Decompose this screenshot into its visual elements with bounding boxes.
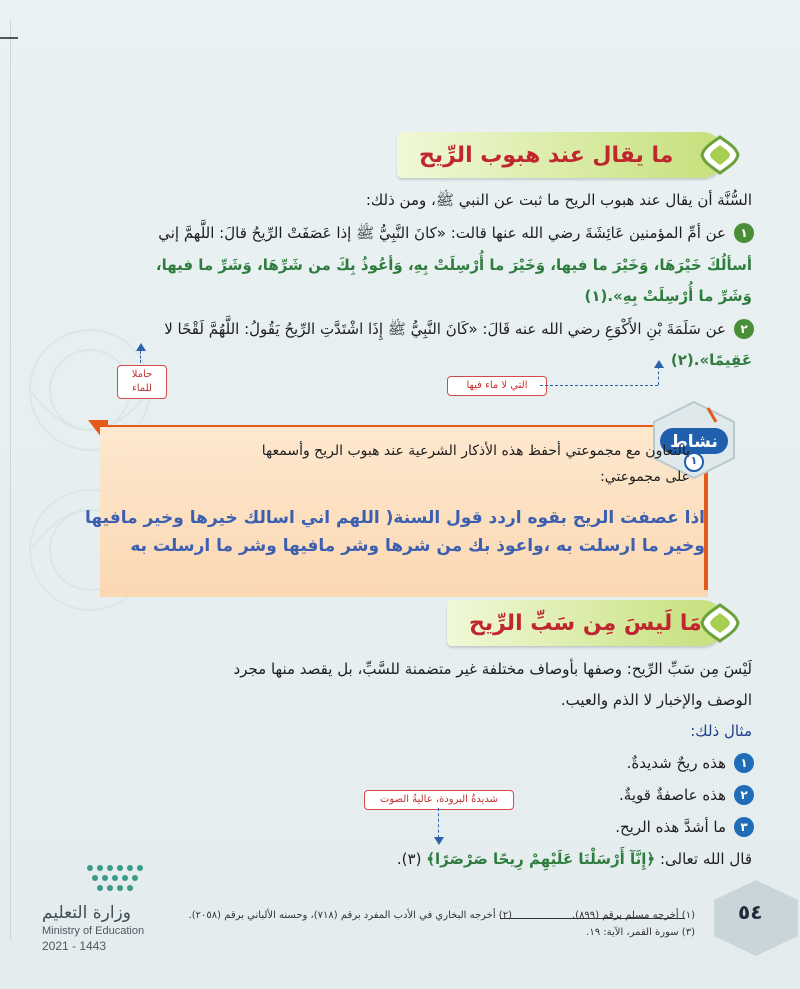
hadith-line xyxy=(158,220,726,246)
example-text: هذه ريحٌ شديدةٌ. xyxy=(626,754,726,772)
hadith-line: أسألُكَ خَيْرَهَا، وَخَيْرَ ما فيها، وَخَيْرَ ما أُرْسِلَتْ بِهِ، وَأعُوذُ بِكَ من شَرِّهَا، وَشَرِّ ما فيها، xyxy=(155,256,752,274)
ornament-icon xyxy=(698,133,742,177)
corner-mark xyxy=(0,37,18,39)
ornament-icon xyxy=(698,601,742,645)
activity-badge-number: ١ xyxy=(690,454,698,467)
arrow-down-icon xyxy=(434,837,444,845)
ministry-name-english: Ministry of Education xyxy=(42,925,145,937)
ministry-name-arabic: وزارة التعليم xyxy=(42,903,131,923)
hadith-line: وَشَرِّ ما أُرْسِلَتْ بِهِ».(١) xyxy=(584,287,752,305)
example-text: ما أشدَّ هذه الريح. xyxy=(615,818,726,836)
section-title: ما يقال عند هبوب الرِّيح xyxy=(419,142,674,168)
section-title-banner xyxy=(447,600,725,646)
definition-line: الوصف والإخبار لا الذم والعيب. xyxy=(560,691,752,709)
academic-year: 2021 - 1443 xyxy=(42,939,107,953)
dashed-connector xyxy=(658,366,659,385)
arrow-up-icon xyxy=(654,360,664,368)
footnote: (١) أخرجه مسلم برقم (٨٩٩). xyxy=(571,910,695,921)
activity-badge-label: نشاط xyxy=(670,432,718,452)
handwritten-answer: اذا عصفت الريح بقوه اردد قول السنة( اللهم اني اسالك خيرها وخير مافيها xyxy=(85,508,705,528)
section-title-banner xyxy=(397,132,725,178)
examples-label: مثال ذلك: xyxy=(690,722,752,740)
ministry-logo-icon xyxy=(80,858,150,898)
gloss-note: التي لا ماء فيها xyxy=(447,376,547,396)
quran-reference: (٣). xyxy=(396,850,422,868)
section-intro: السُّنَّة أن يقال عند هبوب الريح ما ثبت عن النبي ﷺ، ومن ذلك: xyxy=(365,191,752,209)
footnote: (٣) سورة القمر، الآية: ١٩. xyxy=(586,927,695,938)
definition-line: لَيْسَ مِن سَبِّ الرِّيح: وصفها بأوصاف مختلفة غير متضمنة للسَّبِّ، بل يقصد منها مجرد xyxy=(233,660,752,678)
example-number: ٢ xyxy=(734,785,754,805)
item-number: ١ xyxy=(734,223,754,243)
arrow-up-icon xyxy=(136,343,146,351)
example-text: هذه عاصفةٌ قويةٌ. xyxy=(619,786,726,804)
gloss-note: شديدةُ البرودة، عاليةُ الصوت xyxy=(364,790,514,810)
hadith-line: عن سَلَمَةَ بْنِ الأَكْوَعِ رضي الله عنه قَالَ: «كَانَ النَّبِيُّ ﷺ إِذَا اشْتَدَّتِ الرِّيحُ يَقُولُ: اللَّهُمَّ لَقْحًا لا xyxy=(164,320,726,338)
activity-line: بالتعاون مع مجموعتي أحفظ هذه الأذكار الشرعية عند هبوب الريح وأسمعها xyxy=(261,443,690,459)
example-number: ٣ xyxy=(734,817,754,837)
item-number: ٢ xyxy=(734,319,754,339)
activity-instruction xyxy=(262,438,690,490)
quran-verse: ﴿إِنَّآ أَرْسَلْنَا عَلَيْهِمْ رِيحًا صَرْصَرًا﴾ xyxy=(426,850,656,868)
dashed-connector xyxy=(140,351,141,363)
quran-prefix: قال الله تعالى: xyxy=(659,850,752,868)
page-number: ٥٤ xyxy=(738,900,763,924)
section-title: مَا لَيسَ مِن سَبِّ الرِّيح xyxy=(469,610,702,636)
footnote: (٢) أخرجه البخاري في الأدب المفرد برقم (٧١٨)، وحسنه الألباني برقم (٢٠٥٨). xyxy=(188,910,512,921)
hadith-text: عن أمِّ المؤمنين عَائِشَةَ رضي الله عنها قالت: «كانَ النَّبِيُّ ﷺ إذا عَصَفَتْ الرِّيحُ قالَ: اللَّهمَّ إني xyxy=(158,224,726,242)
activity-line: على مجموعتي: xyxy=(600,469,690,485)
dashed-connector xyxy=(540,385,658,386)
quran-line xyxy=(397,846,752,872)
gloss-note: حاملا للماء xyxy=(117,365,167,399)
example-number: ١ xyxy=(734,753,754,773)
dashed-connector xyxy=(438,808,439,838)
handwritten-answer: وخير ما ارسلت به ،واعوذ بك من شرها وشر مافيها وشر ما ارسلت به xyxy=(130,536,705,556)
hadith-line: عَقِيمًا».(٢) xyxy=(670,351,752,369)
